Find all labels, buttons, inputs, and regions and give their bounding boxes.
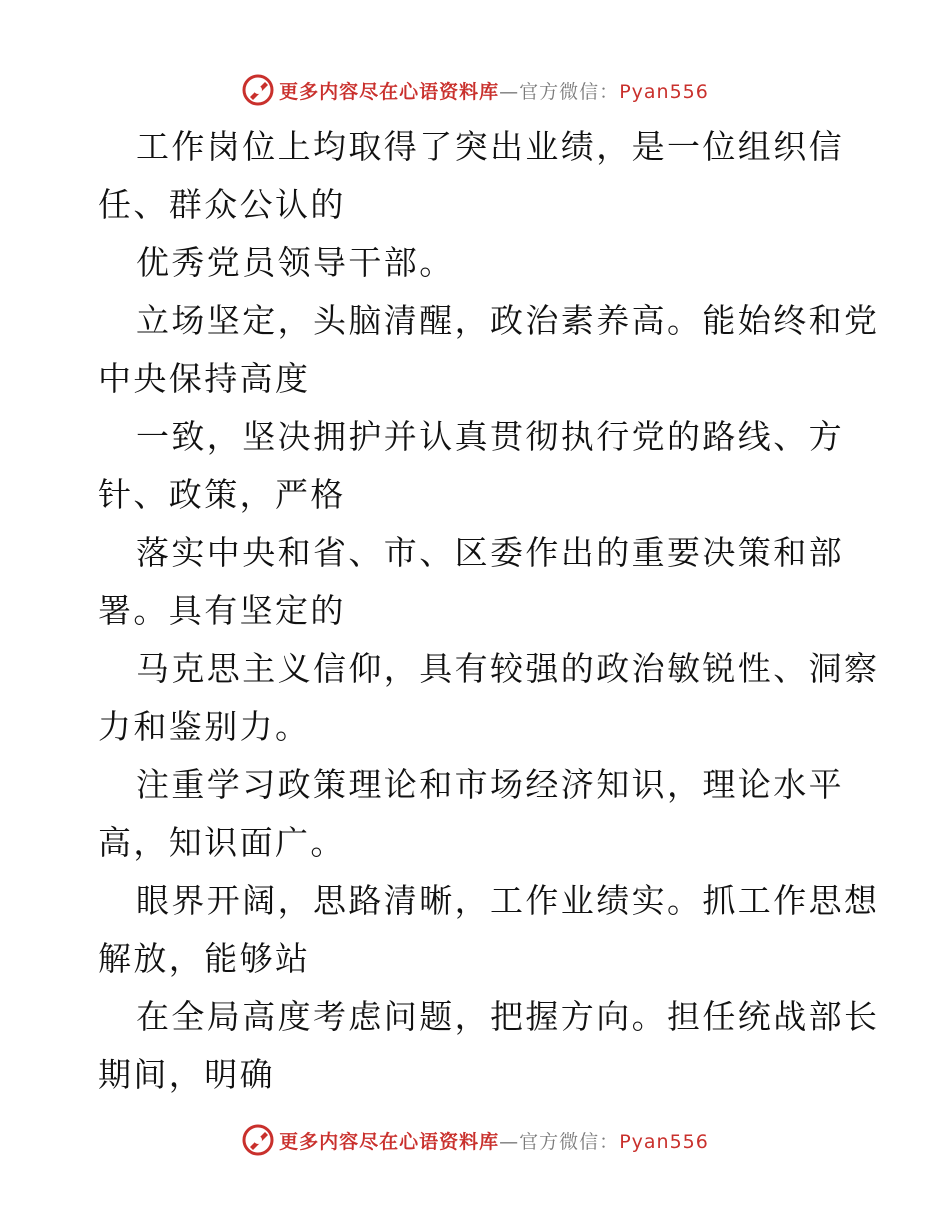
text-line: 立场坚定，头脑清醒，政治素养高。能始终和党 [136, 301, 880, 340]
banner-text [279, 77, 709, 104]
banner-brand: 更多内容尽在心语资料库 [279, 80, 500, 103]
footer-banner [0, 1120, 950, 1160]
text-line: 落实中央和省、市、区委作出的重要决策和部 [136, 533, 844, 572]
banner-wechat-id: Pyan556 [619, 80, 709, 103]
banner-official-label: 官方微信： [519, 80, 620, 103]
banner-separator: — [499, 1130, 520, 1153]
text-line: 眼界开阔，思路清晰，工作业绩实。抓工作思想 [136, 881, 880, 920]
text-line: 解放，能够站 [98, 939, 311, 978]
text-line: 中央保持高度 [98, 359, 311, 398]
document-body [98, 118, 880, 1104]
text-line: 力和鉴别力。 [98, 707, 311, 746]
banner-text [279, 1127, 709, 1154]
banner-wechat-id: Pyan556 [619, 1130, 709, 1153]
banner-official-label: 官方微信： [519, 1130, 620, 1153]
text-line: 在全局高度考虑问题，把握方向。担任统战部长 [136, 997, 880, 1036]
brand-logo-icon [241, 73, 275, 107]
text-line: 注重学习政策理论和市场经济知识，理论水平 [136, 765, 844, 804]
text-line: 任、群众公认的 [98, 185, 346, 224]
text-line: 期间，明确 [98, 1055, 275, 1094]
brand-logo-icon [241, 1123, 275, 1157]
text-line: 工作岗位上均取得了突出业绩，是一位组织信 [136, 127, 844, 166]
banner-separator: — [499, 80, 520, 103]
text-line: 高，知识面广。 [98, 823, 346, 862]
text-line: 一致，坚决拥护并认真贯彻执行党的路线、方 [136, 417, 844, 456]
text-line: 马克思主义信仰，具有较强的政治敏锐性、洞察 [136, 649, 880, 688]
header-banner [0, 70, 950, 110]
text-line: 针、政策，严格 [98, 475, 346, 514]
banner-brand: 更多内容尽在心语资料库 [279, 1130, 500, 1153]
text-line: 优秀党员领导干部。 [136, 243, 455, 282]
text-line: 署。具有坚定的 [98, 591, 346, 630]
